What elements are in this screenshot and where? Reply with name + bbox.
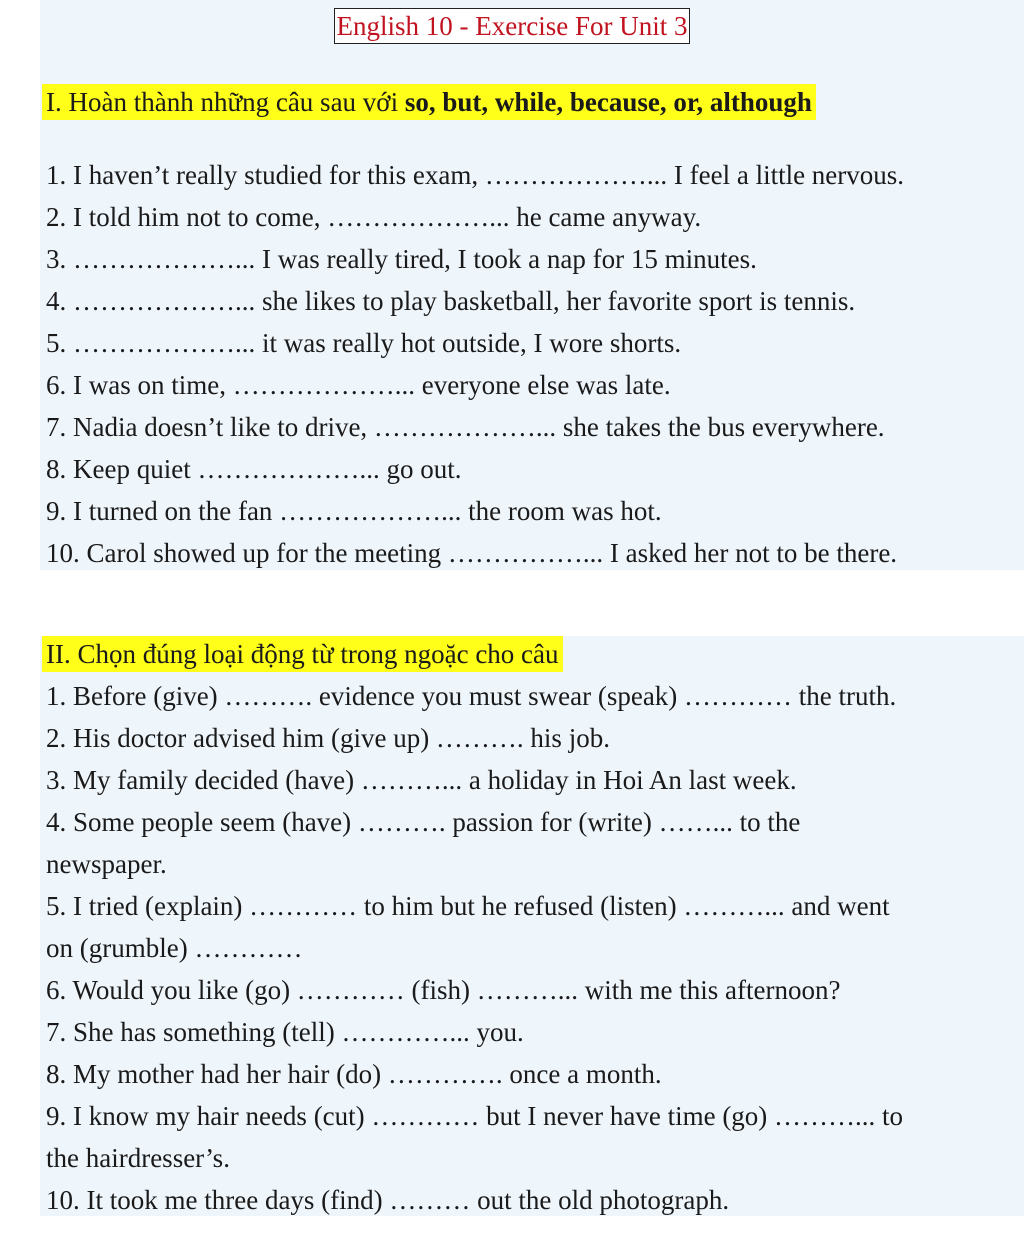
section1-heading xyxy=(42,84,816,120)
section2-heading: II. Chọn đúng loại động từ trong ngoặc cho câu xyxy=(42,636,563,672)
title-wrapper xyxy=(0,8,1024,44)
section2-line: 5. I tried (explain) ………… to him but he refused (listen) ………... and went xyxy=(46,891,890,921)
section1-item: 4. ………………... she likes to play basketball, her favorite sport is tennis. xyxy=(46,286,856,316)
section1-item: 3. ………………... I was really tired, I took a nap for 15 minutes. xyxy=(46,244,757,274)
section2-line: 4. Some people seem (have) ………. passion for (write) ……... to the xyxy=(46,807,801,837)
section1-heading-conjunctions: so, but, while, because, or, although xyxy=(404,87,812,117)
section1-item: 7. Nadia doesn’t like to drive, ………………... she takes the bus everywhere. xyxy=(46,412,885,442)
section2-line: the hairdresser’s. xyxy=(46,1143,230,1173)
section2-line: 6. Would you like (go) ………… (fish) ………... with me this afternoon? xyxy=(46,975,841,1005)
section2-line: 8. My mother had her hair (do) …………. once a month. xyxy=(46,1059,662,1089)
section2-line: 1. Before (give) ………. evidence you must swear (speak) ………… the truth. xyxy=(46,681,897,711)
section1-item: 2. I told him not to come, ………………... he came anyway. xyxy=(46,202,702,232)
section1-item: 5. ………………... it was really hot outside, I wore shorts. xyxy=(46,328,682,358)
section2-line: newspaper. xyxy=(46,849,167,879)
section1-heading-prefix: I. Hoàn thành những câu sau với xyxy=(46,87,405,117)
section1-item: 10. Carol showed up for the meeting ……………... I asked her not to be there. xyxy=(46,538,898,568)
section1-item: 8. Keep quiet ………………... go out. xyxy=(46,454,462,484)
section2-line: 7. She has something (tell) …………... you. xyxy=(46,1017,524,1047)
section1-item: 6. I was on time, ………………... everyone else was late. xyxy=(46,370,671,400)
section2-line: 10. It took me three days (find) ……… out the old photograph. xyxy=(46,1185,730,1215)
section2-line: 3. My family decided (have) ………... a holiday in Hoi An last week. xyxy=(46,765,797,795)
section2-line: 9. I know my hair needs (cut) ………… but I never have time (go) ………... to xyxy=(46,1101,904,1131)
section2-line: on (grumble) ………… xyxy=(46,933,303,963)
section1-item: 1. I haven’t really studied for this exam, ………………... I feel a little nervous. xyxy=(46,160,905,190)
page-title: English 10 - Exercise For Unit 3 xyxy=(334,8,691,44)
section1-item: 9. I turned on the fan ………………... the room was hot. xyxy=(46,496,662,526)
section2-line: 2. His doctor advised him (give up) ………. his job. xyxy=(46,723,610,753)
